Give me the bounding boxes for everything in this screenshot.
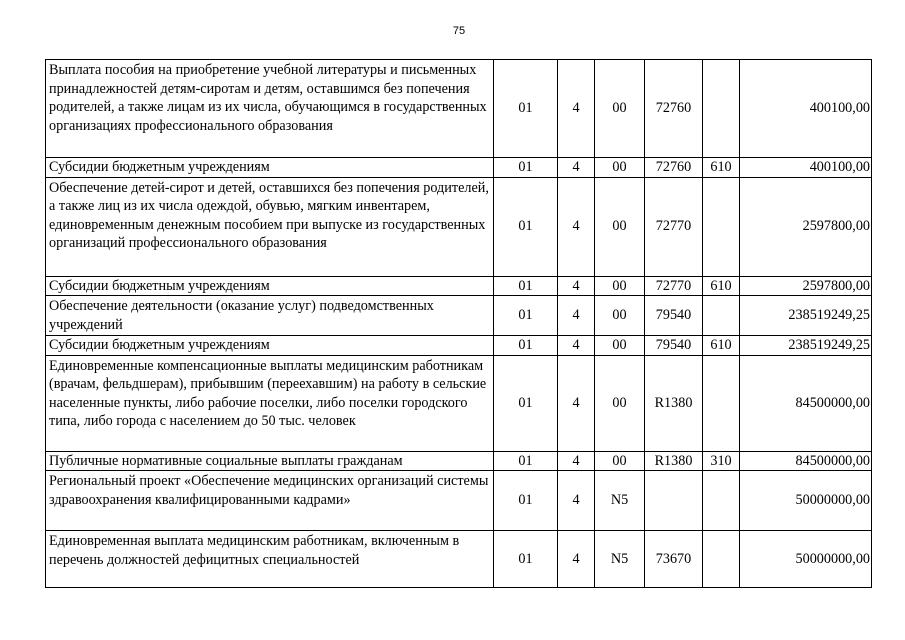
row-code-5 bbox=[703, 60, 740, 158]
row-code-2: 4 bbox=[558, 531, 595, 588]
row-code-2: 4 bbox=[558, 158, 595, 178]
row-amount: 400100,00 bbox=[740, 158, 872, 178]
row-name: Единовременные компенсационные выплаты медицинским работникам (врачам, фельдшерам), прибывшим (переехавшим) на работу в сельские населенные пункты, либо рабочие поселки, либо поселки городского типа, либо города с населением до 50 тыс. человек bbox=[46, 355, 494, 451]
row-code-3: 00 bbox=[595, 355, 645, 451]
table-row bbox=[46, 336, 872, 356]
row-code-1: 01 bbox=[494, 336, 558, 356]
row-code-3: N5 bbox=[595, 531, 645, 588]
row-code-1: 01 bbox=[494, 355, 558, 451]
row-code-1: 01 bbox=[494, 471, 558, 531]
row-name: Обеспечение деятельности (оказание услуг) подведомственных учреждений bbox=[46, 296, 494, 336]
row-code-1: 01 bbox=[494, 531, 558, 588]
row-amount: 50000000,00 bbox=[740, 531, 872, 588]
row-code-5 bbox=[703, 531, 740, 588]
budget-table bbox=[45, 59, 872, 588]
row-code-4: 72760 bbox=[645, 158, 703, 178]
row-code-4: 79540 bbox=[645, 296, 703, 336]
table-row bbox=[46, 177, 872, 276]
row-code-2: 4 bbox=[558, 451, 595, 471]
row-code-5 bbox=[703, 471, 740, 531]
row-code-1: 01 bbox=[494, 177, 558, 276]
row-code-1: 01 bbox=[494, 296, 558, 336]
row-code-5: 610 bbox=[703, 336, 740, 356]
table-row bbox=[46, 355, 872, 451]
table-row bbox=[46, 158, 872, 178]
row-code-1: 01 bbox=[494, 158, 558, 178]
row-code-2: 4 bbox=[558, 60, 595, 158]
table-row bbox=[46, 531, 872, 588]
row-name: Обеспечение детей-сирот и детей, оставшихся без попечения родителей, а также лиц из их числа одеждой, обувью, мягким инвентарем, единовременным денежным пособием при выпуске из государственных организаций профессионального образования bbox=[46, 177, 494, 276]
row-code-3: N5 bbox=[595, 471, 645, 531]
row-code-5: 610 bbox=[703, 276, 740, 296]
row-code-2: 4 bbox=[558, 296, 595, 336]
row-code-4: 72770 bbox=[645, 276, 703, 296]
row-amount: 238519249,25 bbox=[740, 296, 872, 336]
row-code-5 bbox=[703, 355, 740, 451]
row-amount: 50000000,00 bbox=[740, 471, 872, 531]
row-code-3: 00 bbox=[595, 451, 645, 471]
row-name: Региональный проект «Обеспечение медицинских организаций системы здравоохранения квалифицированными кадрами» bbox=[46, 471, 494, 531]
row-name: Субсидии бюджетным учреждениям bbox=[46, 336, 494, 356]
row-code-2: 4 bbox=[558, 355, 595, 451]
row-amount: 2597800,00 bbox=[740, 276, 872, 296]
row-code-4: 72770 bbox=[645, 177, 703, 276]
row-code-2: 4 bbox=[558, 177, 595, 276]
table-row bbox=[46, 451, 872, 471]
row-code-3: 00 bbox=[595, 276, 645, 296]
page-number: 75 bbox=[452, 25, 466, 37]
row-code-3: 00 bbox=[595, 336, 645, 356]
row-code-5 bbox=[703, 177, 740, 276]
row-amount: 400100,00 bbox=[740, 60, 872, 158]
row-code-5: 310 bbox=[703, 451, 740, 471]
row-code-5 bbox=[703, 296, 740, 336]
row-code-4: 79540 bbox=[645, 336, 703, 356]
row-code-3: 00 bbox=[595, 158, 645, 178]
row-name: Выплата пособия на приобретение учебной литературы и письменных принадлежностей детям-сиротам и детям, оставшимся без попечения родителей, а также лицам из их числа, обучающимся в государственных организациях профессионального образования bbox=[46, 60, 494, 158]
table-row bbox=[46, 471, 872, 531]
table-row bbox=[46, 296, 872, 336]
row-code-2: 4 bbox=[558, 336, 595, 356]
row-code-2: 4 bbox=[558, 276, 595, 296]
row-code-4 bbox=[645, 471, 703, 531]
row-code-3: 00 bbox=[595, 177, 645, 276]
row-code-4: 72760 bbox=[645, 60, 703, 158]
row-amount: 2597800,00 bbox=[740, 177, 872, 276]
row-code-5: 610 bbox=[703, 158, 740, 178]
row-code-4: R1380 bbox=[645, 451, 703, 471]
row-name: Публичные нормативные социальные выплаты гражданам bbox=[46, 451, 494, 471]
row-name: Субсидии бюджетным учреждениям bbox=[46, 158, 494, 178]
row-code-2: 4 bbox=[558, 471, 595, 531]
row-code-4: R1380 bbox=[645, 355, 703, 451]
row-code-1: 01 bbox=[494, 276, 558, 296]
row-name: Единовременная выплата медицинским работникам, включенным в перечень должностей дефицитных специальностей bbox=[46, 531, 494, 588]
row-amount: 84500000,00 bbox=[740, 451, 872, 471]
row-code-3: 00 bbox=[595, 60, 645, 158]
row-code-1: 01 bbox=[494, 451, 558, 471]
row-code-4: 73670 bbox=[645, 531, 703, 588]
row-code-1: 01 bbox=[494, 60, 558, 158]
row-name: Субсидии бюджетным учреждениям bbox=[46, 276, 494, 296]
table-row bbox=[46, 60, 872, 158]
row-amount: 84500000,00 bbox=[740, 355, 872, 451]
row-code-3: 00 bbox=[595, 296, 645, 336]
row-amount: 238519249,25 bbox=[740, 336, 872, 356]
table-row bbox=[46, 276, 872, 296]
